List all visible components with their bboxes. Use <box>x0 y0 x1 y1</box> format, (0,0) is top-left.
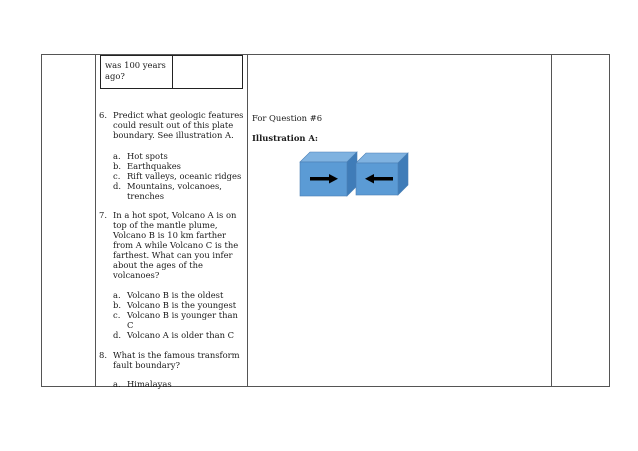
q6-option-c: Rift valleys, oceanic ridges <box>127 171 242 181</box>
q7-option-a-letter: a. <box>113 290 121 300</box>
q6-option-b-letter: b. <box>113 161 122 171</box>
q7-line-2: top of the mantle plume, <box>113 220 218 230</box>
q8-line-2: fault boundary? <box>113 360 180 370</box>
for-question-label: For Question #6 <box>252 113 323 123</box>
table-cell-line-2: ago? <box>105 71 125 81</box>
table-cell-line-1: was 100 years <box>105 60 166 70</box>
q7-option-c-cont: C <box>127 320 134 330</box>
q8-option-a: Himalayas <box>127 379 172 389</box>
q8-number: 8. <box>99 350 107 360</box>
q7-option-d: Volcano A is older than C <box>127 330 235 340</box>
q7-line-6: about the ages of the <box>113 260 203 270</box>
column-divider-3 <box>551 54 552 387</box>
table-cell-text <box>105 60 169 82</box>
q7-option-b: Volcano B is the youngest <box>127 300 237 310</box>
q8-line-1: What is the famous transform <box>113 350 240 360</box>
q7-option-d-letter: d. <box>113 330 122 340</box>
q7-line-3: Volcano B is 10 km farther <box>113 230 227 240</box>
q7-option-b-letter: b. <box>113 300 122 310</box>
illustration-label: Illustration A: <box>252 133 319 143</box>
inner-answer-table <box>100 55 243 89</box>
left-plate-block <box>300 152 357 196</box>
q7-option-c-letter: c. <box>113 310 121 320</box>
right-plate-block <box>356 153 408 195</box>
q7-line-5: farthest. What can you infer <box>113 250 233 260</box>
q6-line-1: Predict what geologic features <box>113 110 244 120</box>
q6-option-d: Mountains, volcanoes, <box>127 181 222 191</box>
q7-line-7: volcanoes? <box>113 270 160 280</box>
q7-number: 7. <box>99 210 107 220</box>
q6-option-d-letter: d. <box>113 181 122 191</box>
q8-option-a-letter: a. <box>113 379 121 389</box>
column-divider-2 <box>247 54 248 387</box>
q6-line-2: could result out of this plate <box>113 120 234 130</box>
q7-option-a: Volcano B is the oldest <box>127 290 224 300</box>
q6-option-a: Hot spots <box>127 151 168 161</box>
q6-option-a-letter: a. <box>113 151 121 161</box>
q7-option-c: Volcano B is younger than <box>127 310 238 320</box>
inner-table-divider <box>172 56 173 88</box>
q7-line-4: from A while Volcano C is the <box>113 240 239 250</box>
q6-option-c-letter: c. <box>113 171 121 181</box>
q6-number: 6. <box>99 110 107 120</box>
q6-option-d-cont: trenches <box>127 191 165 201</box>
q6-line-3: boundary. See illustration A. <box>113 130 234 140</box>
q6-option-b: Earthquakes <box>127 161 181 171</box>
column-divider-1 <box>95 54 96 387</box>
q7-line-1: In a hot spot, Volcano A is on <box>113 210 237 220</box>
illustration-a-blocks <box>296 150 410 200</box>
